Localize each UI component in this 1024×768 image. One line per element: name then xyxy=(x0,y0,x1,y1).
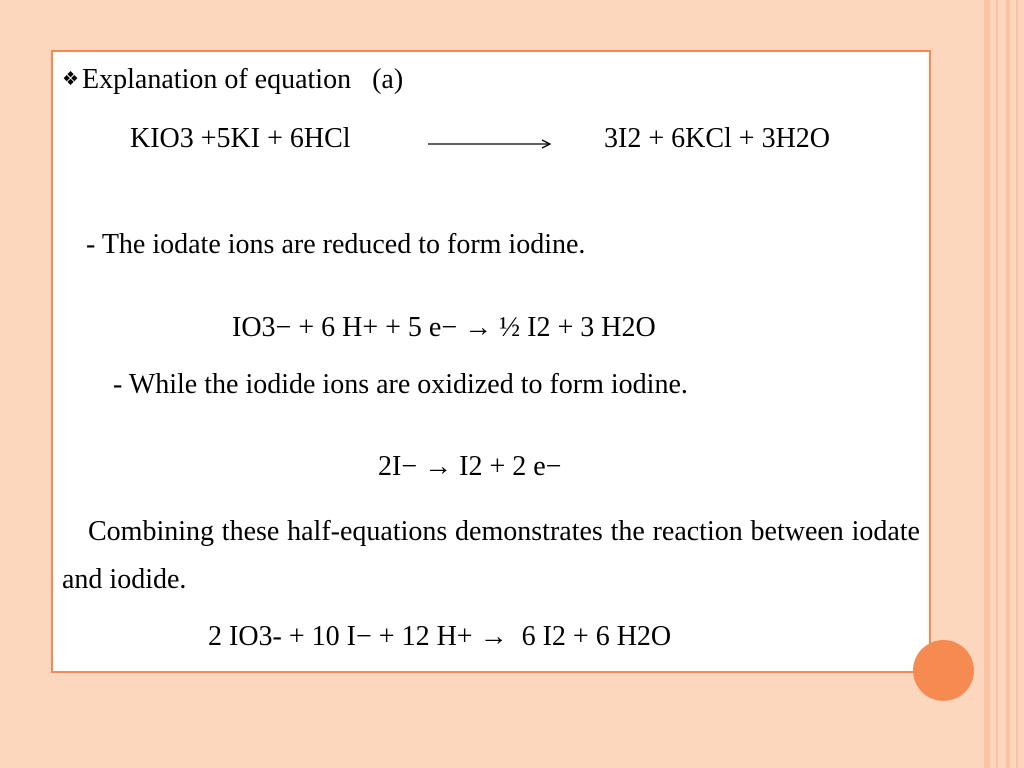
slide-heading xyxy=(62,66,403,94)
decor-stripe xyxy=(1006,0,1010,768)
reduction-text: - The iodate ions are reduced to form iodine. xyxy=(86,229,586,260)
diamond-bullet-icon: ❖ xyxy=(62,69,80,90)
summary-equation: 2 IO3- + 10 I− + 12 H+ → 6 I2 + 6 H2O xyxy=(208,621,672,652)
decor-stripe xyxy=(1016,0,1018,768)
equation-a-reactants: KIO3 +5KI + 6HCl xyxy=(130,123,351,154)
heading-text: Explanation of equation (a) xyxy=(82,64,404,95)
summary-text: Combining these half-equations demonstrates the reaction between iodate and iodide. xyxy=(62,516,920,595)
decor-circle xyxy=(913,640,974,701)
reduction-equation: IO3− + 6 H+ + 5 e− → ½ I2 + 3 H2O xyxy=(232,312,656,343)
reaction-arrow-icon xyxy=(428,137,552,151)
oxidation-equation: 2I− → I2 + 2 e− xyxy=(378,451,562,482)
oxidation-text: - While the iodide ions are oxidized to form iodine. xyxy=(113,369,688,400)
decor-stripe xyxy=(984,0,990,768)
equation-a-products: 3I2 + 6KCl + 3H2O xyxy=(604,123,831,154)
summary-paragraph xyxy=(62,508,920,604)
decor-stripe xyxy=(996,0,998,768)
